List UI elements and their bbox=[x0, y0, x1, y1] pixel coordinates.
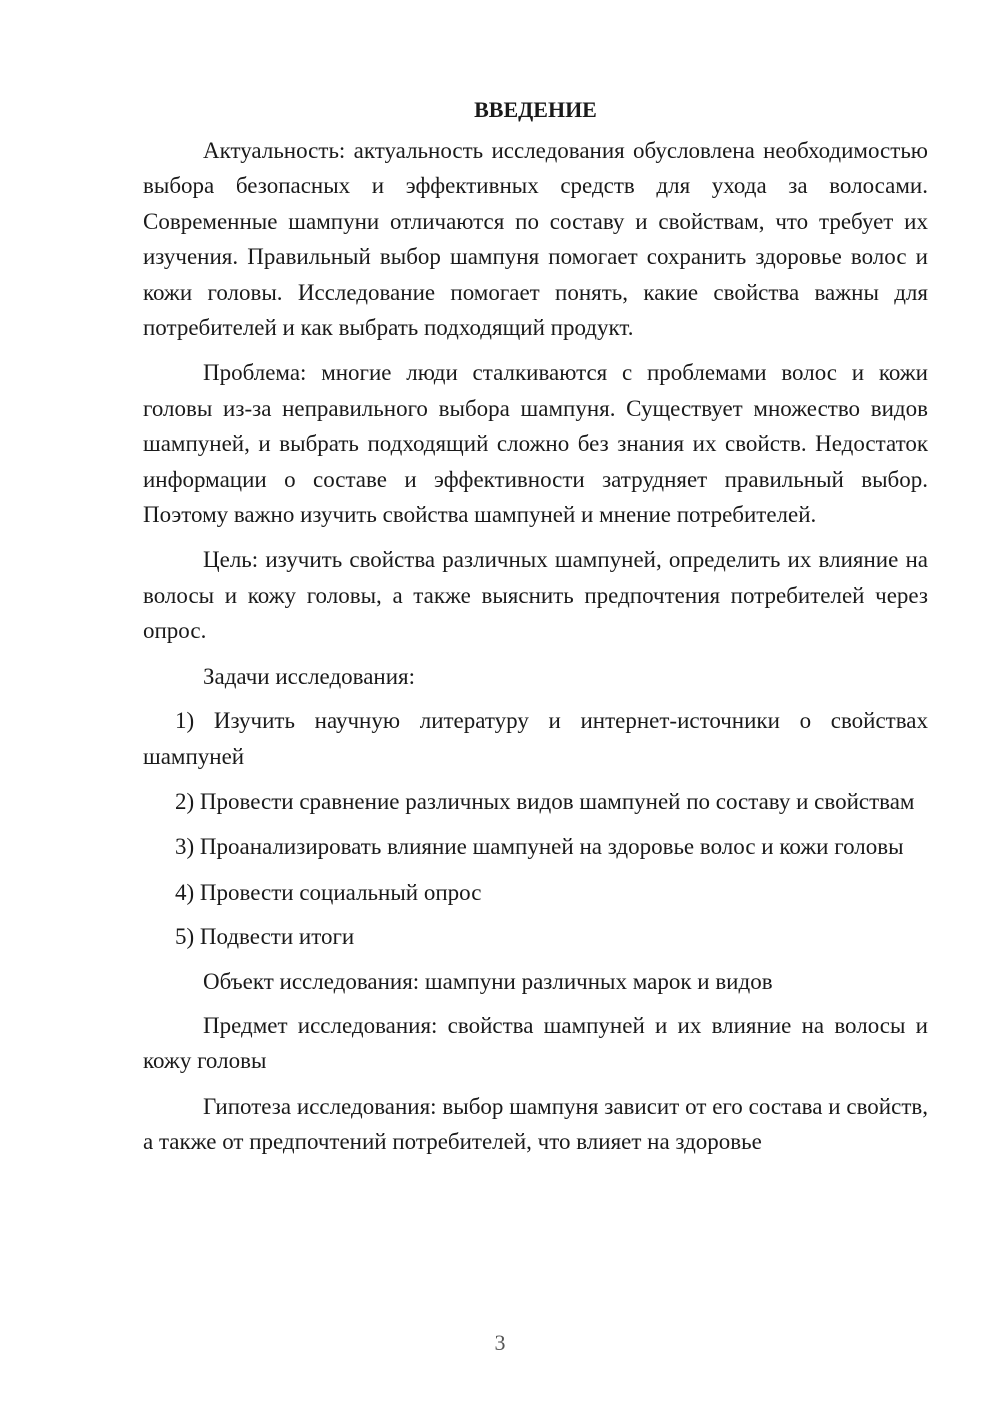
hypothesis-paragraph: Гипотеза исследования: выбор шампуня зависит от его состава и свойств, а также от предпочтений потребителей, что влияет на здоровье bbox=[143, 1093, 928, 1155]
task-item: 4) Провести социальный опрос bbox=[175, 879, 482, 905]
task-item: 1) Изучить научную литературу и интернет-источники о свойствах шампуней bbox=[143, 708, 928, 769]
object-paragraph: Объект исследования: шампуни различных марок и видов bbox=[203, 968, 773, 994]
problem-paragraph: Проблема: многие люди сталкиваются с проблемами волос и кожи головы из-за неправильного выбора шампуня. Существует множество видов шампуней, и выбрать подходящий сложно без знания их свойств. Недостаток информации о составе и эффективности затрудняет правильный выбор. Поэтому важно изучить свойства шампуней и мнение потребителей. bbox=[143, 360, 928, 528]
subject-paragraph: Предмет исследования: свойства шампуней и их влияние на волосы и кожу головы bbox=[143, 1012, 928, 1074]
task-item: 2) Провести сравнение различных видов шампуней по составу и свойствам bbox=[175, 788, 915, 814]
relevance-paragraph: Актуальность: актуальность исследования обусловлена необходимостью выбора безопасных и эффективных средств для ухода за волосами. Современные шампуни отличаются по составу и свойствам, что требует их изучения. Правильный выбор шампуня помогает сохранить здоровье волос и кожи головы. Исследование помогает понять, какие свойства важны для потребителей и как выбрать подходящий продукт. bbox=[143, 138, 928, 341]
task-item: 3) Проанализировать влияние шампуней на здоровье волос и кожи головы bbox=[175, 834, 904, 860]
task-item: 5) Подвести итоги bbox=[175, 924, 355, 950]
goal-paragraph: Цель: изучить свойства различных шампуней, определить их влияние на волосы и кожу головы, а также выяснить предпочтения потребителей через опрос. bbox=[143, 547, 928, 644]
tasks-title: Задачи исследования: bbox=[203, 663, 416, 689]
page-number: 3 bbox=[494, 1330, 506, 1355]
document-body bbox=[143, 92, 928, 1170]
section-heading: ВВЕДЕНИЕ bbox=[474, 97, 597, 122]
